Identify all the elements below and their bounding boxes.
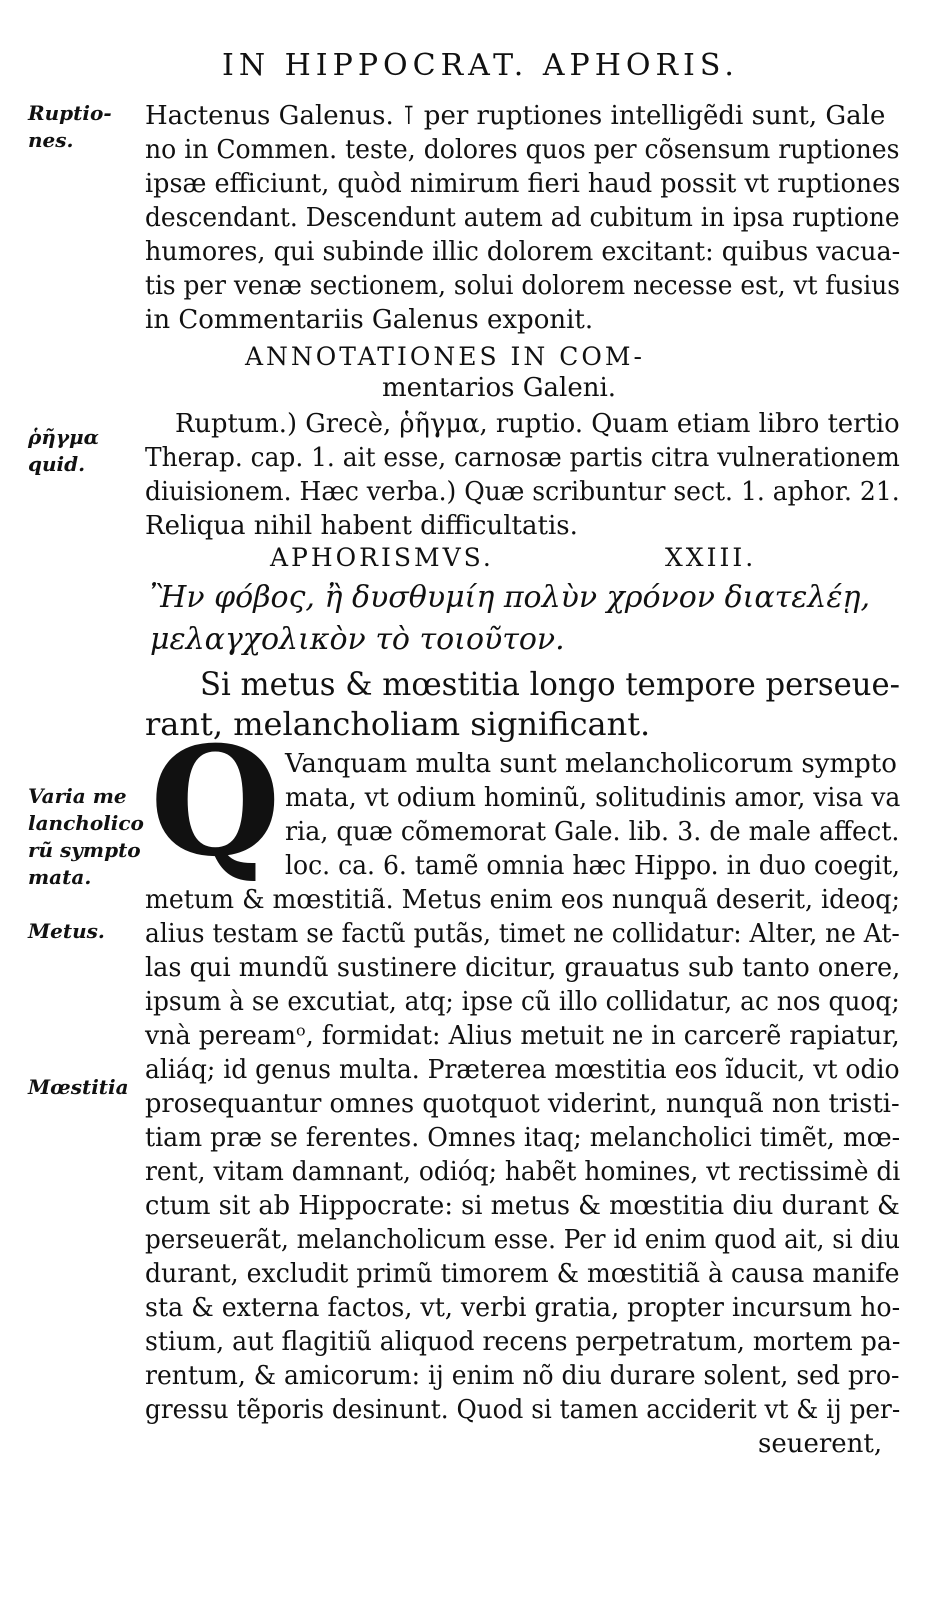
text-line: diuisionem. Hæc verba.) Quæ scribuntur sect. 1. aphor. 21. xyxy=(145,477,900,507)
margin-note-maestitia: Mœstitia xyxy=(28,1075,129,1099)
latin-aphorism-line: Si metus & mœstitia longo tempore perseue- xyxy=(200,665,900,703)
text-line: ipsum à se excutiat, atq; ipse cũ illo collidatur, ac nos quoq; xyxy=(145,987,900,1017)
annotationes-subheading: mentarios Galeni. xyxy=(382,373,617,403)
text-line: no in Commen. teste, dolores quos per cõsensum ruptiones xyxy=(145,135,900,165)
margin-note-rhegma: ῥῆγμα quid. xyxy=(28,425,100,476)
text-line: alius testam se factũ putãs, timet ne collidatur: Alter, ne At- xyxy=(145,919,900,949)
latin-aphorism-line: rant, melancholiam significant. xyxy=(145,705,651,743)
aphorismus-label: APHORISMVS. xyxy=(270,543,494,572)
aphorismus-number: XXIII. xyxy=(665,543,757,572)
text-line: mata, vt odium hominũ, solitudinis amor, visa va xyxy=(285,783,901,813)
margin-note-ruptiones: Ruptio- nes. xyxy=(28,101,112,152)
text-line: descendant. Descendunt autem ad cubitum in ipsa ruptione xyxy=(145,203,900,233)
text-line: metum & mœstitiã. Metus enim eos nunquã deserit, ideoq; xyxy=(145,885,900,915)
text-line: humores, qui subinde illic dolorem excitant: quibus vacua- xyxy=(145,237,901,267)
text-line: in Commentariis Galenus exponit. xyxy=(145,305,594,335)
text-line: Vanquam multa sunt melancholicorum sympto xyxy=(285,749,897,779)
text-line: durant, excludit primũ timorem & mœstitiã à causa manife xyxy=(145,1259,900,1289)
text-line: sta & externa factos, vt, verbi gratia, propter incursum ho- xyxy=(145,1293,901,1323)
text-line: perseuerãt, melancholicum esse. Per id enim quod ait, si diu xyxy=(145,1225,901,1255)
text-line: Hactenus Galenus. ⊺ per ruptiones intelligẽdi sunt, Gale xyxy=(145,101,886,131)
text-line: gressu tẽporis desinunt. Quod si tamen acciderit vt & ij per- xyxy=(145,1395,901,1425)
text-line: tiam præ se ferentes. Omnes itaq; melancholici timẽt, mœ- xyxy=(145,1123,901,1153)
greek-aphorism-line: Ἢν φόβος, ἢ δυσθυμίη πολὺν χρόνον διατελέῃ, xyxy=(150,580,870,615)
text-line: ria, quæ cõmemorat Gale. lib. 3. de male affect. xyxy=(285,817,900,847)
text-line: Therap. cap. 1. ait esse, carnosæ partis citra vulnerationem xyxy=(145,443,900,473)
text-line: rentum, & amicorum: ij enim nõ diu durare solent, sed pro- xyxy=(145,1361,900,1391)
text-line: las qui mundũ sustinere dicitur, grauatus sub tanto onere, xyxy=(145,953,901,983)
text-line: Ruptum.) Grecè, ῥῆγμα, ruptio. Quam etiam libro tertio xyxy=(175,409,900,439)
annotationes-heading: ANNOTATIONES IN COM- xyxy=(245,342,645,371)
text-line: aliáq; id genus multa. Præterea mœstitia eos ĩducit, vt odio xyxy=(145,1055,900,1085)
text-line: vnà pereamᵒ, formidat: Alius metuit ne in carcerẽ rapiatur, xyxy=(145,1021,900,1051)
text-line: Reliqua nihil habent difficultatis. xyxy=(145,511,578,541)
text-line: ipsæ efficiunt, quòd nimirum fieri haud possit vt ruptiones xyxy=(145,169,901,199)
text-line: prosequantur omnes quotquot viderint, nunquã non tristi- xyxy=(145,1089,900,1119)
running-header: IN HIPPOCRAT. APHORIS. xyxy=(222,48,739,83)
text-line: ctum sit ab Hippocrate: si metus & mœstitia diu durant & xyxy=(145,1191,900,1221)
text-line: rent, vitam damnant, odióq; habẽt homines, vt rectissimè di xyxy=(145,1157,901,1187)
catchword: seuerent, xyxy=(758,1429,883,1459)
margin-note-metus: Metus. xyxy=(28,919,105,943)
text-line: stium, aut flagitiũ aliquod recens perpetratum, mortem pa- xyxy=(145,1327,901,1357)
margin-note-varia-symptomata: Varia me lancholico rũ sympto mata. xyxy=(28,784,144,889)
drop-cap-initial: Q xyxy=(150,714,281,890)
greek-aphorism-line: μελαγχολικὸν τὸ τοιοῦτον. xyxy=(150,622,565,657)
text-line: loc. ca. 6. tamẽ omnia hæc Hippo. in duo coegit, xyxy=(285,851,900,881)
text-line: tis per venæ sectionem, solui dolorem necesse est, vt fusius xyxy=(145,271,900,301)
